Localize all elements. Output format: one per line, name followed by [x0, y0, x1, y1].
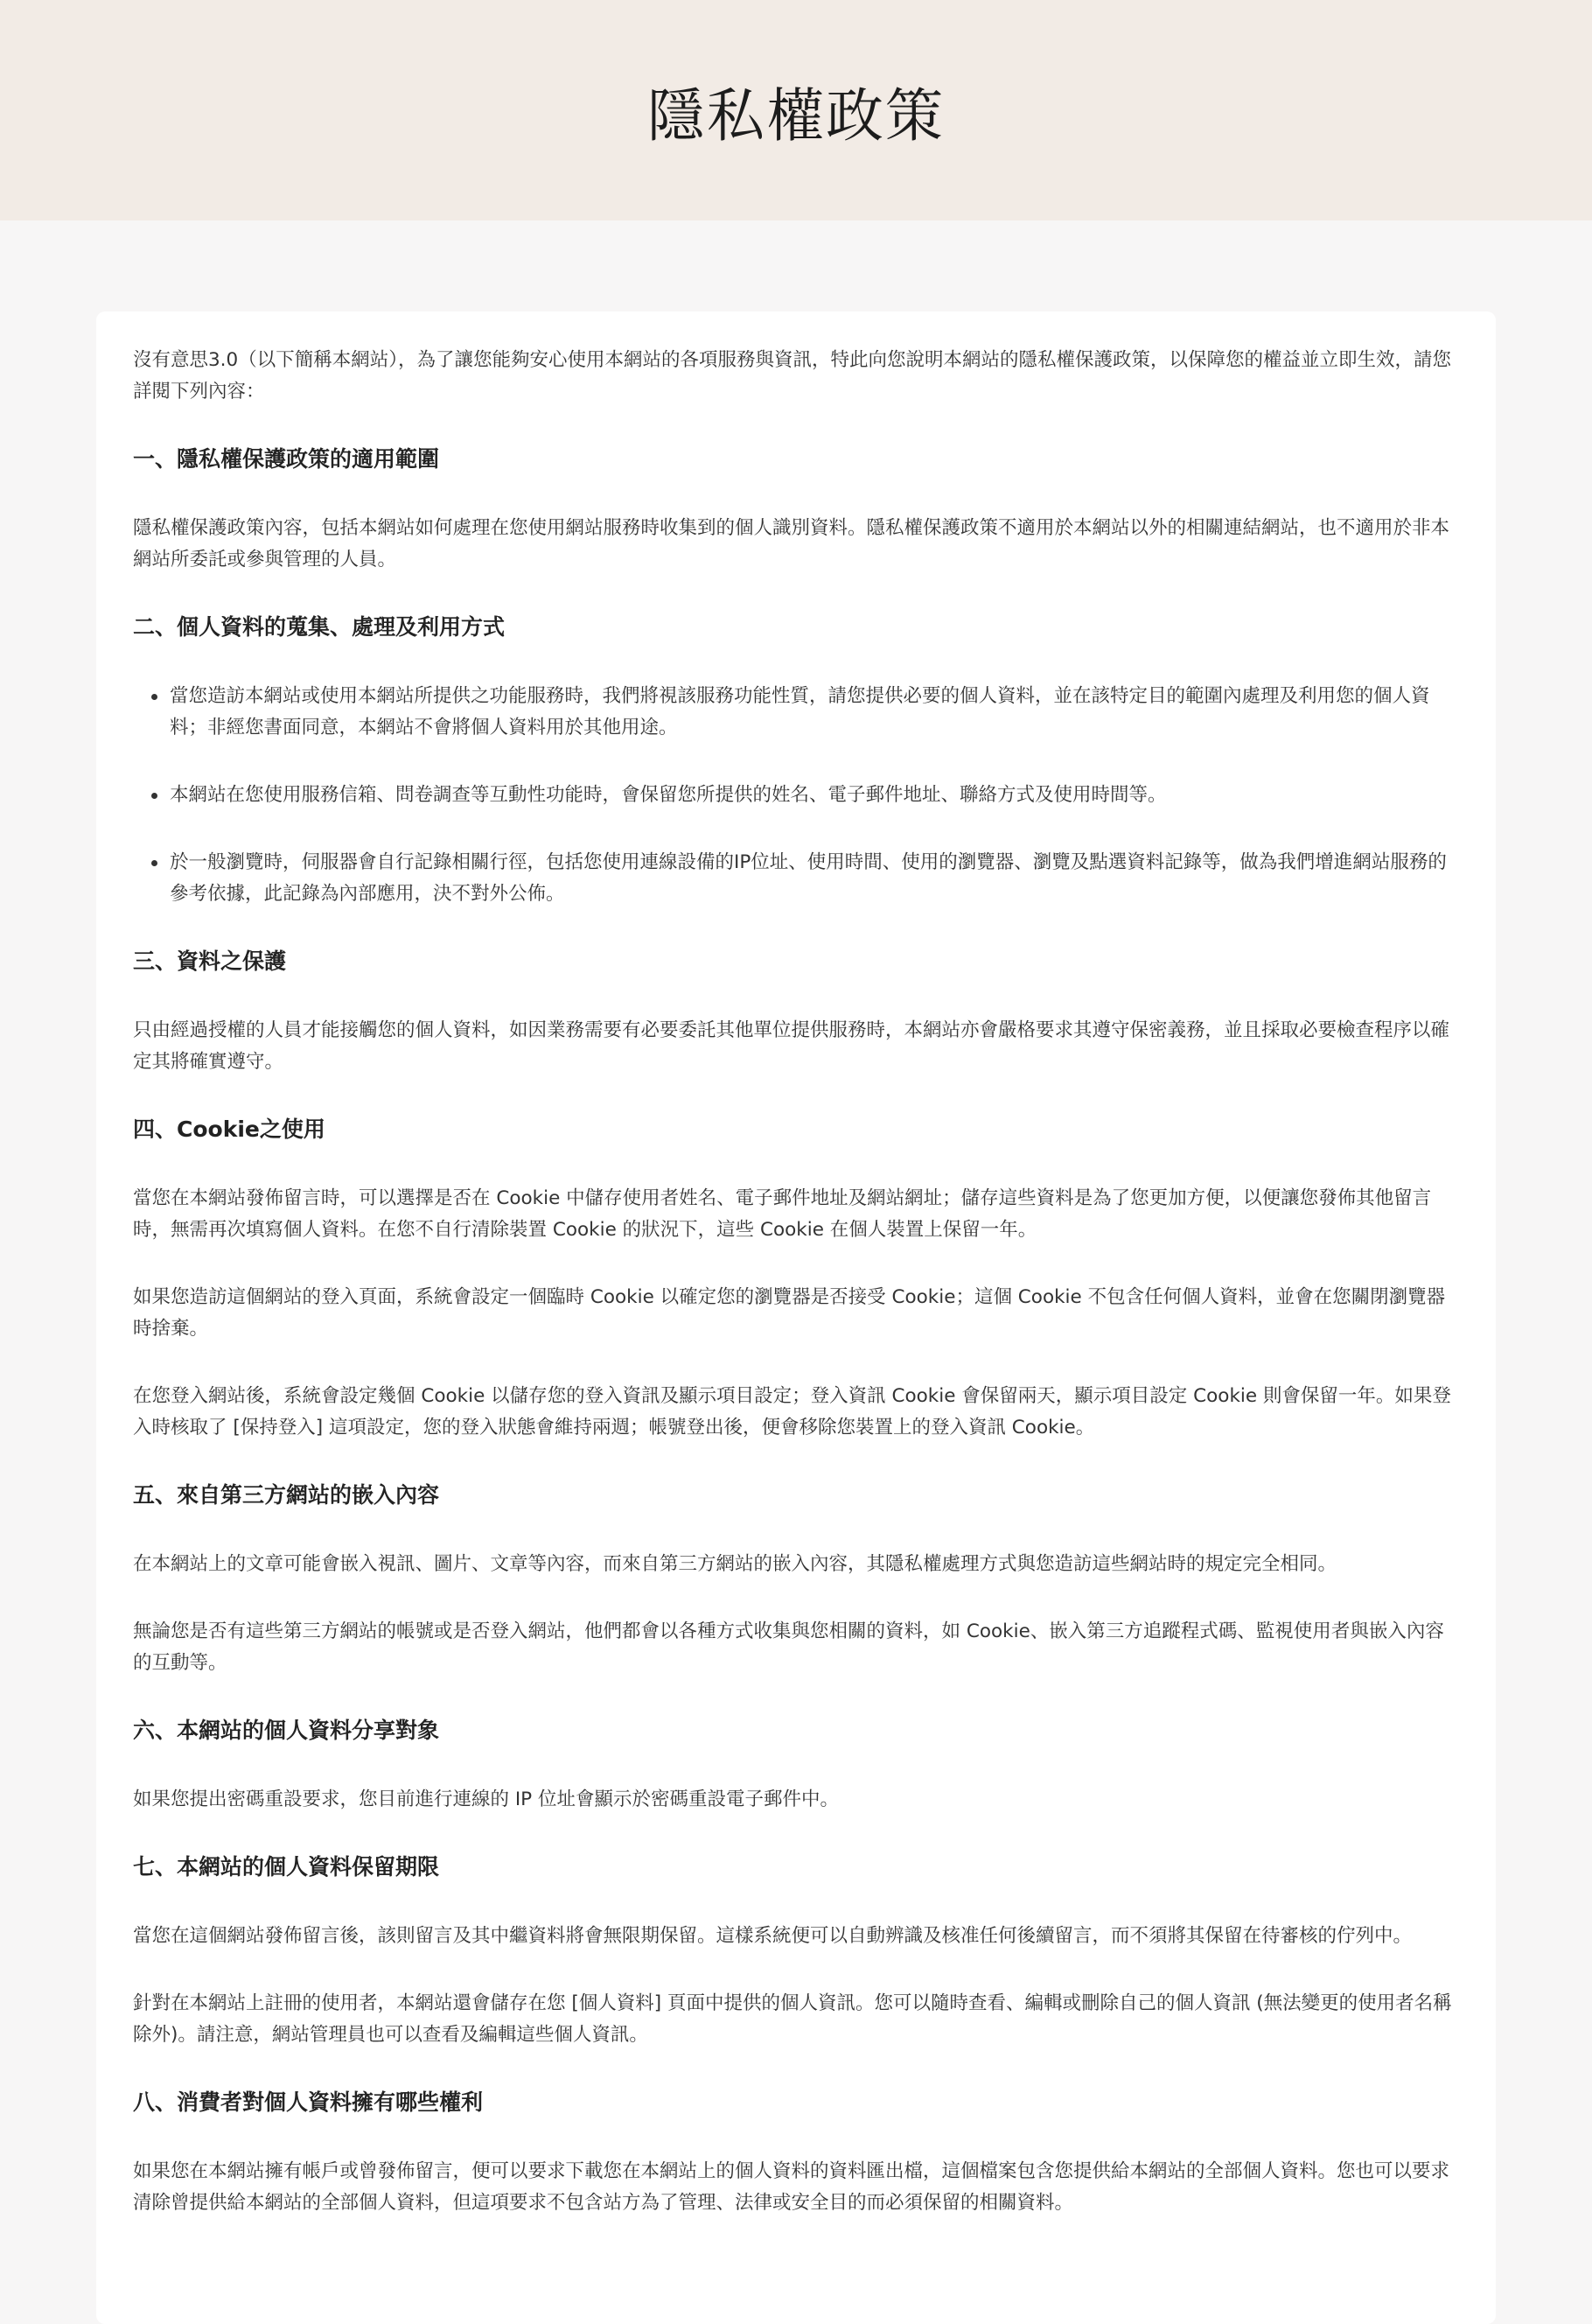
section-paragraph: 在您登入網站後，系統會設定幾個 Cookie 以儲存您的登入資訊及顯示項目設定；登入資訊 Cookie 會保留兩天，顯示項目設定 Cookie 則會保留一年。如果登入時核取了 [保持登入] 這項設定，您的登入狀態會維持兩週；帳號登出後，便會移除您裝置上的登入資訊 Cookie。: [133, 1385, 1451, 1438]
section-heading: 六、本網站的個人資料分享對象: [133, 1718, 440, 1743]
page-title: 隱私權政策: [647, 81, 945, 150]
section-heading: 七、本網站的個人資料保留期限: [133, 1854, 440, 1880]
section-heading: 三、資料之保護: [133, 948, 287, 974]
section-heading: 四、Cookie之使用: [133, 1116, 325, 1142]
section-retention: [133, 1852, 1459, 2051]
section-paragraph: 當您在這個網站發佈留言後，該則留言及其中繼資料將會無限期保留。這樣系統便可以自動辨識及核准任何後續留言，而不須將其保留在待審核的佇列中。: [133, 1925, 1413, 1947]
section-paragraph: 在本網站上的文章可能會嵌入視訊、圖片、文章等內容，而來自第三方網站的嵌入內容，其隱私權處理方式與您造訪這些網站時的規定完全相同。: [133, 1553, 1337, 1575]
section-collection: [133, 612, 1459, 910]
section-protection: [133, 946, 1459, 1078]
section-paragraph: 針對在本網站上註冊的使用者，本網站還會儲存在您 [個人資料] 頁面中提供的個人資訊。您可以隨時查看、編輯或刪除自己的個人資訊 (無法變更的使用者名稱除外)。請注意，網站管理員也可以查看及編輯這些個人資訊。: [133, 1992, 1452, 2046]
list-item: 於一般瀏覽時，伺服器會自行記錄相關行徑，包括您使用連線設備的IP位址、使用時間、使用的瀏覽器、瀏覽及點選資料記錄等，做為我們增進網站服務的參考依據，此記錄為內部應用，決不對外公佈。: [170, 847, 1459, 910]
section-paragraph: 只由經過授權的人員才能接觸您的個人資料，如因業務需要有必要委託其他單位提供服務時，本網站亦會嚴格要求其遵守保密義務，並且採取必要檢查程序以確定其將確實遵守。: [133, 1019, 1450, 1073]
section-rights: [133, 2087, 1459, 2219]
section-heading: 一、隱私權保護政策的適用範圍: [133, 446, 440, 472]
section-scope: [133, 444, 1459, 576]
section-sharing: [133, 1715, 1459, 1816]
section-paragraph: 隱私權保護政策內容，包括本網站如何處理在您使用網站服務時收集到的個人識別資料。隱私權保護政策不適用於本網站以外的相關連結網站，也不適用於非本網站所委託或參與管理的人員。: [133, 517, 1450, 570]
section-cookie: [133, 1114, 1459, 1444]
list-item: 當您造訪本網站或使用本網站所提供之功能服務時，我們將視該服務功能性質，請您提供必要的個人資料，並在該特定目的範圍內處理及利用您的個人資料；非經您書面同意，本網站不會將個人資料用於其他用途。: [170, 681, 1459, 744]
section-paragraph: 如果您在本網站擁有帳戶或曾發佈留言，便可以要求下載您在本網站上的個人資料的資料匯出檔，這個檔案包含您提供給本網站的全部個人資料。您也可以要求清除曾提供給本網站的全部個人資料，但這項要求不包含站方為了管理、法律或安全目的而必須保留的相關資料。: [133, 2160, 1450, 2214]
intro-paragraph: 沒有意思3.0（以下簡稱本網站），為了讓您能夠安心使用本網站的各項服務與資訊，特此向您說明本網站的隱私權保護政策，以保障您的權益並立即生效，請您詳閱下列內容：: [133, 349, 1451, 402]
page-header: [0, 0, 1592, 220]
section-paragraph: 無論您是否有這些第三方網站的帳號或是否登入網站，他們都會以各種方式收集與您相關的資料，如 Cookie、嵌入第三方追蹤程式碼、監視使用者與嵌入內容的互動等。: [133, 1620, 1444, 1674]
policy-content-card: [96, 312, 1496, 2324]
list-item: 本網站在您使用服務信箱、問卷調查等互動性功能時，會保留您所提供的姓名、電子郵件地址、聯絡方式及使用時間等。: [170, 780, 1459, 811]
section-embedded-content: [133, 1480, 1459, 1679]
section-paragraph: 當您在本網站發佈留言時，可以選擇是否在 Cookie 中儲存使用者姓名、電子郵件地址及網站網址；儲存這些資料是為了您更加方便，以便讓您發佈其他留言時，無需再次填寫個人資料。在您不自行清除裝置 Cookie 的狀況下，這些 Cookie 在個人裝置上保留一年。: [133, 1187, 1432, 1241]
bullet-list: [133, 681, 1459, 910]
section-heading: 二、個人資料的蒐集、處理及利用方式: [133, 614, 506, 640]
section-heading: 八、消費者對個人資料擁有哪些權利: [133, 2090, 484, 2115]
section-paragraph: 如果您提出密碼重設要求，您目前進行連線的 IP 位址會顯示於密碼重設電子郵件中。: [133, 1788, 839, 1810]
section-heading: 五、來自第三方網站的嵌入內容: [133, 1482, 440, 1508]
section-paragraph: 如果您造訪這個網站的登入頁面，系統會設定一個臨時 Cookie 以確定您的瀏覽器是否接受 Cookie；這個 Cookie 不包含任何個人資料，並會在您關閉瀏覽器時捨棄。: [133, 1286, 1446, 1340]
